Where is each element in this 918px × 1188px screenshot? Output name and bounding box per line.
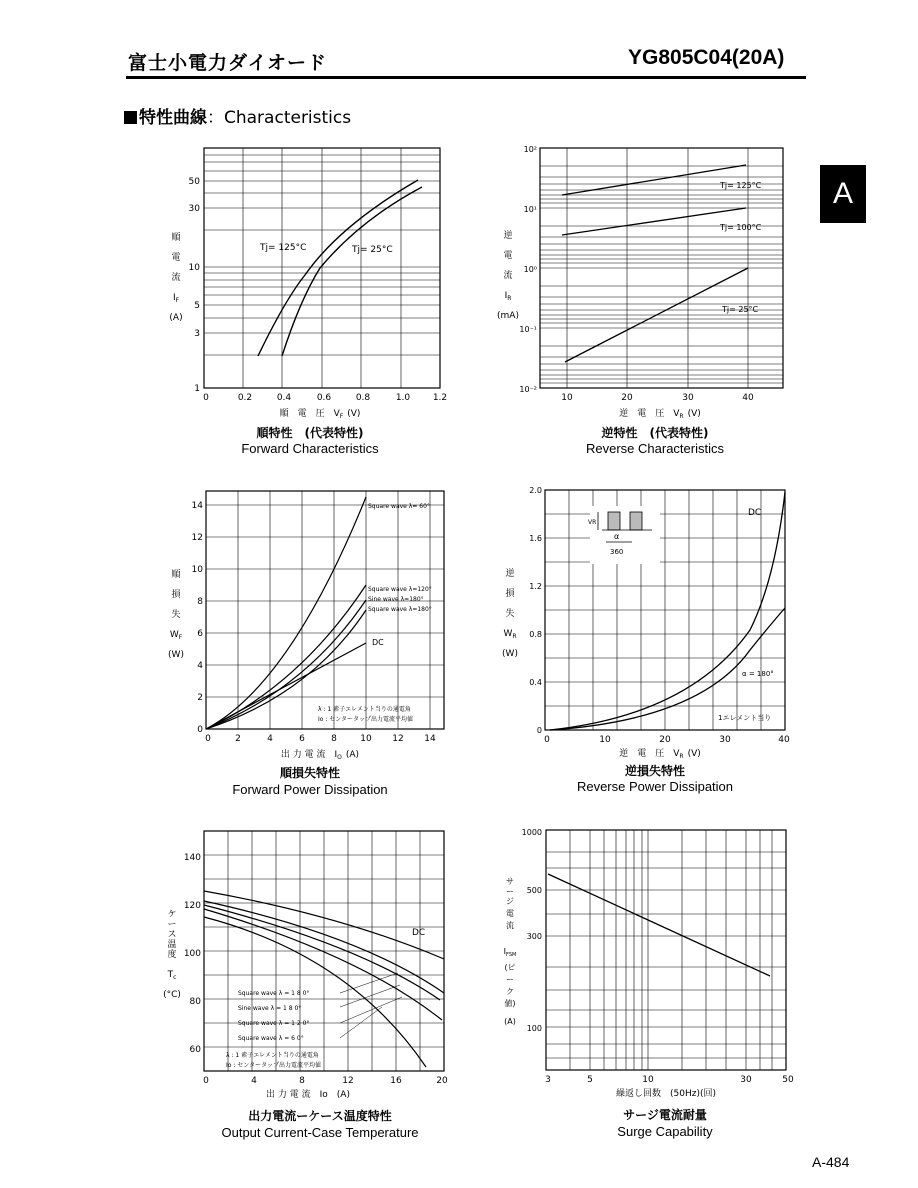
y-label-line: (mA) <box>497 311 519 321</box>
y-tick: 140 <box>183 853 201 863</box>
y-label-line: 流 <box>503 271 513 281</box>
x-tick: 10 <box>642 1075 654 1085</box>
forward-caption-en: Forward Characteristics <box>241 441 379 456</box>
y-tick: 2.0 <box>529 486 542 495</box>
y-label-line: 逆 <box>505 569 515 579</box>
header-title-jp: 富士小電力ダイオード <box>128 52 328 74</box>
y-label-line: $T_c$ <box>167 970 177 981</box>
case-temp-x-label: 出 力 電 流 Io (A) <box>266 1090 350 1100</box>
case-temp-caption-en: Output Current-Case Temperature <box>221 1125 419 1140</box>
y-label-line: 温 <box>167 940 177 950</box>
y-tick: 12 <box>191 533 203 543</box>
rev-power-y-ticks <box>529 486 542 735</box>
y-tick: 14 <box>191 501 203 511</box>
y-tick: 8 <box>197 597 203 607</box>
reverse-line-125c <box>562 165 746 195</box>
square-bullet-icon <box>124 111 137 124</box>
note-lambda: λ : 1 素子エレメント当りの通電角 <box>318 706 411 713</box>
reverse-y-label <box>497 229 519 321</box>
x-tick: 30 <box>682 393 694 403</box>
legend-sq-180: Square wave λ = 1 8 0° <box>238 990 310 997</box>
legend-sq-60: Square wave λ= 60° <box>368 503 430 510</box>
note-io: Io : センタータップ出力電流平均値 <box>226 1062 322 1069</box>
y-label-line: 流 <box>506 921 514 930</box>
x-tick: 10 <box>561 393 573 403</box>
fwd-power-legend <box>318 503 432 723</box>
surge-y-ticks <box>522 828 542 1033</box>
label-dc: DC <box>748 508 762 518</box>
x-tick: 4 <box>267 734 273 744</box>
legend-leaders <box>340 973 402 1038</box>
fwd-power-curves <box>206 497 366 729</box>
y-label-line: 度 <box>167 950 177 960</box>
y-tick: 10⁻² <box>519 385 537 394</box>
case-temp-x-ticks <box>203 1076 448 1086</box>
y-label-line: $I_F$ <box>172 293 180 304</box>
x-tick: 12 <box>342 1076 354 1086</box>
y-tick: 50 <box>188 177 200 187</box>
legend-sq-120: Square wave λ = 1 2 0° <box>238 1020 310 1027</box>
surge-caption-en: Surge Capability <box>617 1124 713 1139</box>
y-label-line: $W_R$ <box>503 629 517 640</box>
fwd-power-caption-jp: 順損失特性 <box>279 766 340 780</box>
x-tick: 8 <box>299 1076 305 1086</box>
curve-sq-120 <box>204 909 442 1020</box>
section-heading <box>124 103 351 128</box>
y-tick: 0 <box>536 726 542 735</box>
surge-y-label <box>504 877 517 1026</box>
x-tick: 1.2 <box>432 393 448 403</box>
rev-power-caption-en: Reverse Power Dissipation <box>576 779 734 794</box>
y-label-line: 順 <box>171 233 181 243</box>
x-tick: 6 <box>299 734 305 744</box>
section-tab-letter: A <box>820 165 866 223</box>
x-tick: 14 <box>424 734 436 744</box>
y-label-line: 電 <box>171 253 181 263</box>
label-tj-25: Tj= 25°C <box>352 245 393 255</box>
y-label-line: (A) <box>169 313 183 323</box>
fwd-power-y-label <box>168 569 184 660</box>
x-tick: 10 <box>599 735 611 745</box>
section-colon: ： <box>207 108 224 128</box>
y-label-line: (W) <box>168 650 184 660</box>
y-tick: 10⁰ <box>523 265 537 274</box>
legend-sine-180: Sine wave λ = 1 8 0° <box>238 1005 302 1012</box>
y-tick: 120 <box>183 901 201 911</box>
inset-background <box>590 506 660 564</box>
note-io: Io : センタータップ出力電流平均値 <box>318 716 414 723</box>
x-tick: 0.6 <box>316 393 332 403</box>
rev-power-caption-jp: 逆損失特性 <box>624 764 685 778</box>
x-tick: 0 <box>203 1076 209 1086</box>
y-label-line: 損 <box>171 590 181 600</box>
y-label-line: $I_{FSM}$ <box>503 947 517 958</box>
y-label-line: 逆 <box>503 231 513 241</box>
x-tick: 5 <box>587 1075 593 1085</box>
y-tick: 1 <box>194 384 200 394</box>
x-tick: 2 <box>235 734 241 744</box>
x-tick: 40 <box>778 735 790 745</box>
forward-x-label: 順 電 圧 $V_F$ (V) <box>279 409 361 420</box>
y-label-line: ー <box>506 975 514 984</box>
x-tick: 0.8 <box>355 393 371 403</box>
y-label-line: ー <box>506 887 514 896</box>
x-tick: 20 <box>621 393 633 403</box>
y-label-line: 失 <box>505 609 515 619</box>
legend-dc: DC <box>372 638 384 647</box>
label-tj-125: Tj= 125°C <box>260 243 307 253</box>
label-tj-100: Tj= 100°C <box>720 223 762 232</box>
y-tick: 10⁻¹ <box>519 325 537 334</box>
rev-power-x-ticks <box>544 735 790 745</box>
y-label-line: 失 <box>171 610 181 620</box>
fwd-power-x-label: 出 力 電 流 $I_O$ (A) <box>280 750 360 761</box>
label-tj-125: Tj= 125°C <box>720 181 762 190</box>
reverse-characteristics-chart <box>490 140 800 425</box>
x-tick: 0 <box>544 735 550 745</box>
y-tick: 100 <box>183 949 201 959</box>
fwd-power-y-ticks <box>192 501 204 735</box>
fwd-power-caption-en: Forward Power Dissipation <box>232 782 388 797</box>
surge-line <box>548 874 770 976</box>
y-tick: 10 <box>188 263 200 273</box>
case-temp-y-label <box>163 909 181 1000</box>
header-rule <box>126 76 806 79</box>
y-label-line: (W) <box>502 649 518 659</box>
rev-power-y-label <box>502 567 518 659</box>
y-label-line: 電 <box>506 909 514 918</box>
reverse-caption-jp: 逆特性 (代表特性) <box>601 426 709 440</box>
y-tick: 1000 <box>521 828 542 837</box>
y-label-line: ジ <box>506 897 514 906</box>
y-tick: 100 <box>526 1024 542 1033</box>
reverse-power-chart <box>490 480 800 762</box>
forward-grid <box>204 148 440 388</box>
curve-sq-60 <box>206 497 366 729</box>
y-tick: 10 <box>191 565 203 575</box>
forward-x-ticks <box>203 393 447 403</box>
x-tick: 0.4 <box>276 393 292 403</box>
legend-sq-120: Square wave λ=120° <box>368 586 432 593</box>
y-label-line: 順 <box>171 570 181 580</box>
forward-characteristics-chart <box>160 140 460 425</box>
note-lambda: λ : 1 素子エレメント当りの通電角 <box>226 1052 319 1059</box>
y-label-line: サ <box>506 877 514 886</box>
y-tick: 60 <box>189 1045 201 1055</box>
x-tick: 3 <box>545 1075 551 1085</box>
x-tick: 16 <box>390 1076 402 1086</box>
reverse-x-ticks <box>561 393 754 403</box>
x-tick: 20 <box>436 1076 448 1086</box>
curve-dc <box>550 492 785 730</box>
y-label-line: 値) <box>504 999 516 1008</box>
surge-capability-chart <box>490 822 800 1102</box>
legend-sq-180: Square wave λ=180° <box>368 606 432 613</box>
surge-x-label: 繰返し回数 (50Hz)(回) <box>616 1089 716 1099</box>
forward-y-ticks <box>189 177 201 394</box>
x-tick: 30 <box>740 1075 752 1085</box>
x-tick: 0.2 <box>237 393 253 403</box>
surge-x-ticks <box>545 1075 794 1085</box>
part-number: YG805C04(20A) <box>628 46 785 69</box>
curve-sine-180 <box>204 905 440 1000</box>
x-tick: 0 <box>205 734 211 744</box>
forward-power-chart <box>160 485 460 765</box>
y-tick: 5 <box>194 301 200 311</box>
legend-sine-180: Sine wave λ=180° <box>368 596 424 603</box>
x-tick: 10 <box>360 734 372 744</box>
y-label-line: ス <box>167 930 177 940</box>
note-per-element: 1エレメント当り <box>718 714 772 722</box>
rev-power-grid <box>545 490 785 730</box>
case-temp-legend <box>226 990 321 1069</box>
x-tick: 12 <box>392 734 404 744</box>
y-label-line: 損 <box>505 589 515 599</box>
y-tick: 500 <box>526 886 542 895</box>
legend-sq-60: Square wave λ = 6 0° <box>238 1035 304 1042</box>
x-tick: 4 <box>251 1076 257 1086</box>
label-dc: DC <box>412 928 426 938</box>
y-tick: 2 <box>197 693 203 703</box>
inset-alpha-label: α <box>614 532 620 541</box>
y-label-line: (°C) <box>163 990 181 1000</box>
y-label-line: ー <box>167 920 177 930</box>
x-tick: 1.0 <box>395 393 411 403</box>
rev-power-x-label: 逆 電 圧 $V_R$ (V) <box>619 749 701 760</box>
y-label-line: (ピ <box>504 963 516 972</box>
y-label-line: ク <box>506 987 514 996</box>
reverse-y-ticks <box>519 145 537 394</box>
case-temp-y-ticks <box>184 853 201 1055</box>
y-tick: 0.4 <box>529 678 542 687</box>
y-label-line: 流 <box>171 273 181 283</box>
y-label-line: (A) <box>504 1017 516 1026</box>
y-tick: 6 <box>197 629 203 639</box>
reverse-x-label: 逆 電 圧 $V_R$ (V) <box>619 409 701 420</box>
y-tick: 0 <box>197 725 203 735</box>
y-tick: 30 <box>188 204 200 214</box>
label-alpha-180: α = 180° <box>742 670 774 678</box>
reverse-caption-en: Reverse Characteristics <box>586 441 724 456</box>
forward-caption-jp: 順特性 (代表特性) <box>256 426 364 440</box>
y-tick: 80 <box>189 997 201 1007</box>
y-tick: 3 <box>194 329 200 339</box>
y-label-line: 電 <box>503 251 513 261</box>
curve-alpha-180 <box>550 608 785 730</box>
forward-y-label <box>169 232 182 323</box>
y-tick: 1.2 <box>529 582 542 591</box>
inset-vr-label: VR <box>588 519 597 526</box>
x-tick: 20 <box>659 735 671 745</box>
inset-360-label: 360 <box>610 548 624 556</box>
y-tick: 0.8 <box>529 630 542 639</box>
surge-caption-jp: サージ電流耐量 <box>623 1108 707 1122</box>
x-tick: 8 <box>331 734 337 744</box>
case-temperature-chart <box>160 825 460 1107</box>
y-tick: 4 <box>197 661 203 671</box>
case-temp-caption-jp: 出力電流ーケース温度特性 <box>248 1109 392 1123</box>
fwd-power-x-ticks <box>205 734 436 744</box>
y-label-line: ケ <box>167 910 177 920</box>
section-label-jp: 特性曲線 <box>139 108 207 128</box>
reverse-line-100c <box>562 208 746 235</box>
y-tick: 300 <box>526 932 542 941</box>
x-tick: 30 <box>719 735 731 745</box>
x-tick: 40 <box>742 393 754 403</box>
y-label-line: $I_R$ <box>504 291 512 302</box>
x-tick: 0 <box>203 393 209 403</box>
y-label-line: $W_F$ <box>169 630 183 641</box>
label-tj-25: Tj= 25°C <box>722 305 759 314</box>
section-label-en: Characteristics <box>224 108 352 128</box>
page-number: A-484 <box>812 1154 850 1170</box>
surge-grid <box>546 830 786 1070</box>
y-tick: 10² <box>523 145 537 154</box>
y-tick: 10¹ <box>523 205 537 214</box>
y-tick: 1.6 <box>529 534 542 543</box>
x-tick: 50 <box>782 1075 794 1085</box>
